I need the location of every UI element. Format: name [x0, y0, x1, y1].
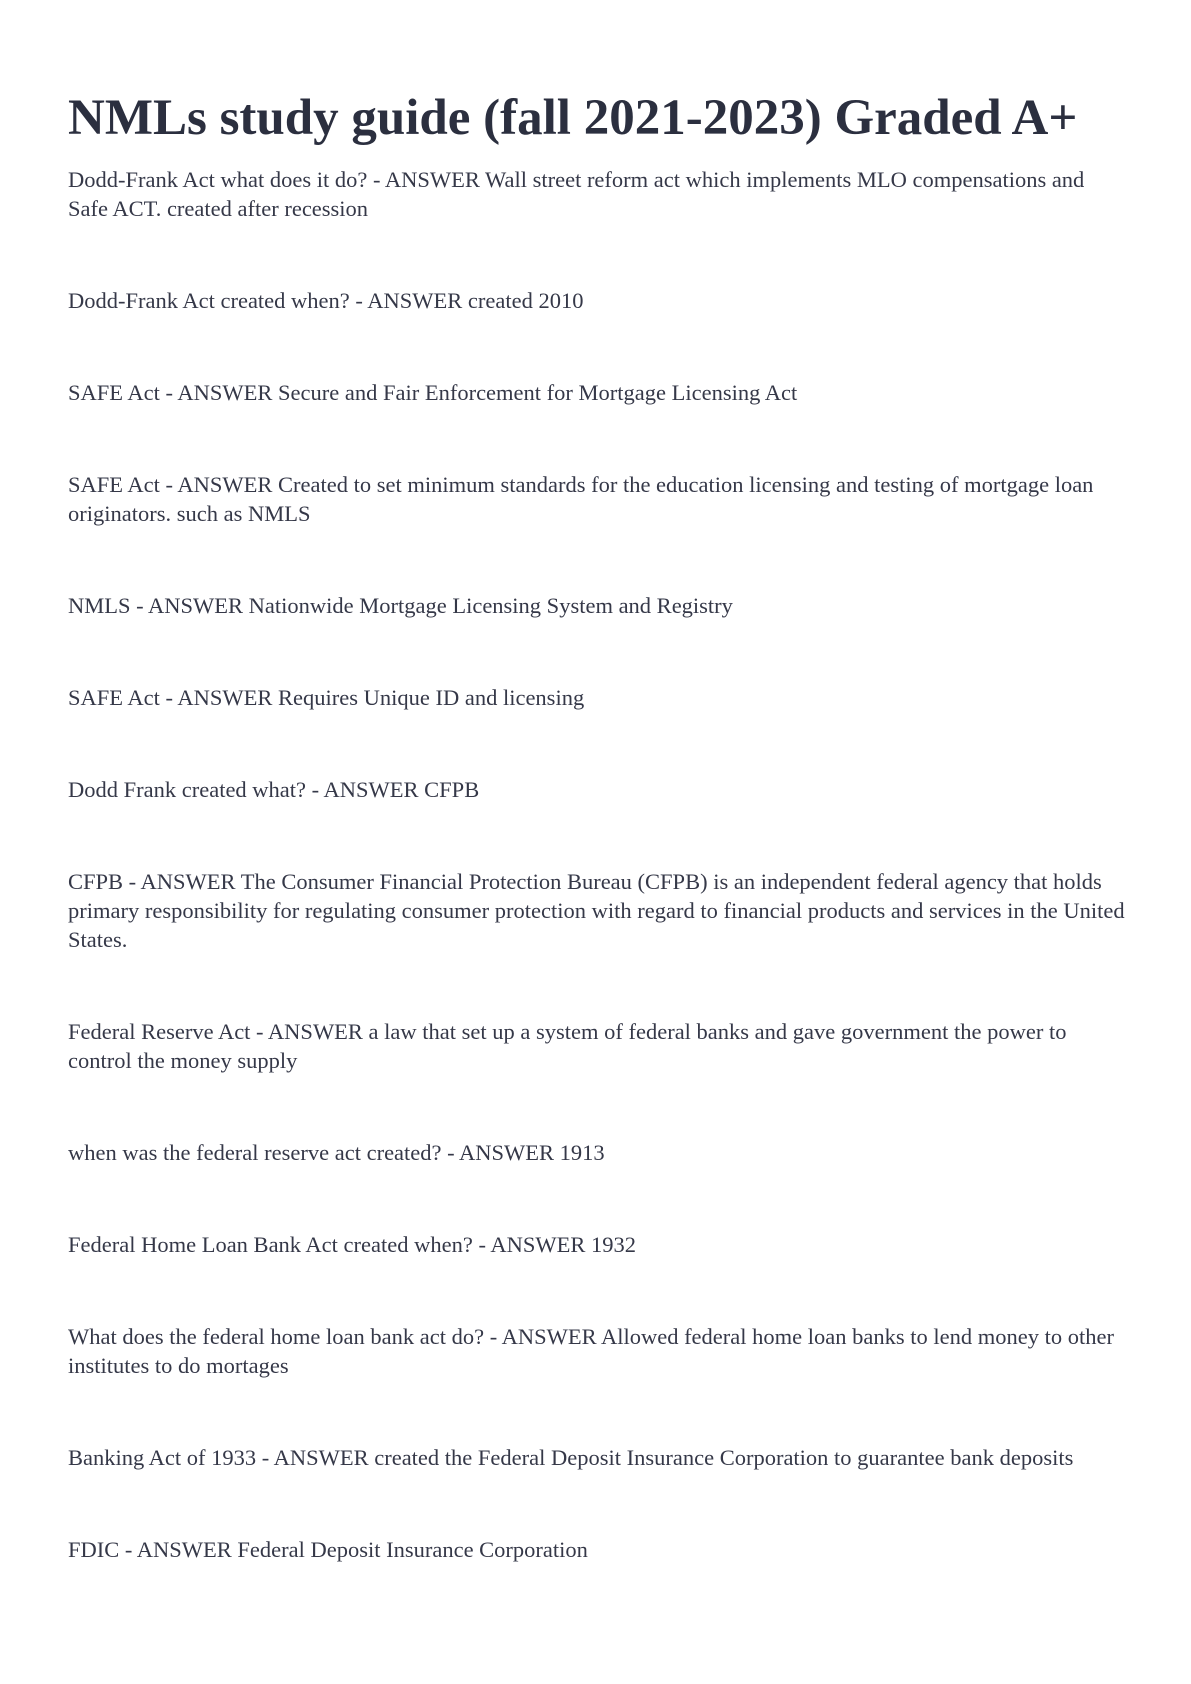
qa-item: Banking Act of 1933 - ANSWER created the Federal Deposit Insurance Corporation to guarantee bank deposits — [68, 1445, 1074, 1470]
qa-item: SAFE Act - ANSWER Secure and Fair Enforcement for Mortgage Licensing Act — [68, 380, 798, 405]
qa-list — [68, 165, 1128, 1627]
qa-item: Dodd-Frank Act what does it do? - ANSWER Wall street reform act which implements MLO compensations and Safe ACT. created after recession — [68, 167, 1085, 221]
qa-item: SAFE Act - ANSWER Created to set minimum standards for the education licensing and testing of mortgage loan originators. such as NMLS — [68, 472, 1094, 526]
qa-item: Federal Home Loan Bank Act created when? - ANSWER 1932 — [68, 1232, 636, 1257]
qa-item: SAFE Act - ANSWER Requires Unique ID and licensing — [68, 685, 585, 710]
qa-item: Dodd Frank created what? - ANSWER CFPB — [68, 777, 480, 802]
qa-item: CFPB - ANSWER The Consumer Financial Protection Bureau (CFPB) is an independent federal agency that holds primary responsibility for regulating consumer protection with regard to financial products and services in the United States. — [68, 869, 1125, 952]
qa-item: when was the federal reserve act created? - ANSWER 1913 — [68, 1140, 605, 1165]
qa-item: What does the federal home loan bank act do? - ANSWER Allowed federal home loan banks to lend money to other institutes to do mortages — [68, 1324, 1114, 1378]
qa-item: FDIC - ANSWER Federal Deposit Insurance Corporation — [68, 1537, 588, 1562]
qa-item: NMLS - ANSWER Nationwide Mortgage Licensing System and Registry — [68, 593, 733, 618]
qa-item: Dodd-Frank Act created when? - ANSWER created 2010 — [68, 288, 584, 313]
qa-item: Federal Reserve Act - ANSWER a law that set up a system of federal banks and gave government the power to control the money supply — [68, 1019, 1067, 1073]
document-title: NMLs study guide (fall 2021-2023) Graded A+ — [68, 90, 1078, 146]
